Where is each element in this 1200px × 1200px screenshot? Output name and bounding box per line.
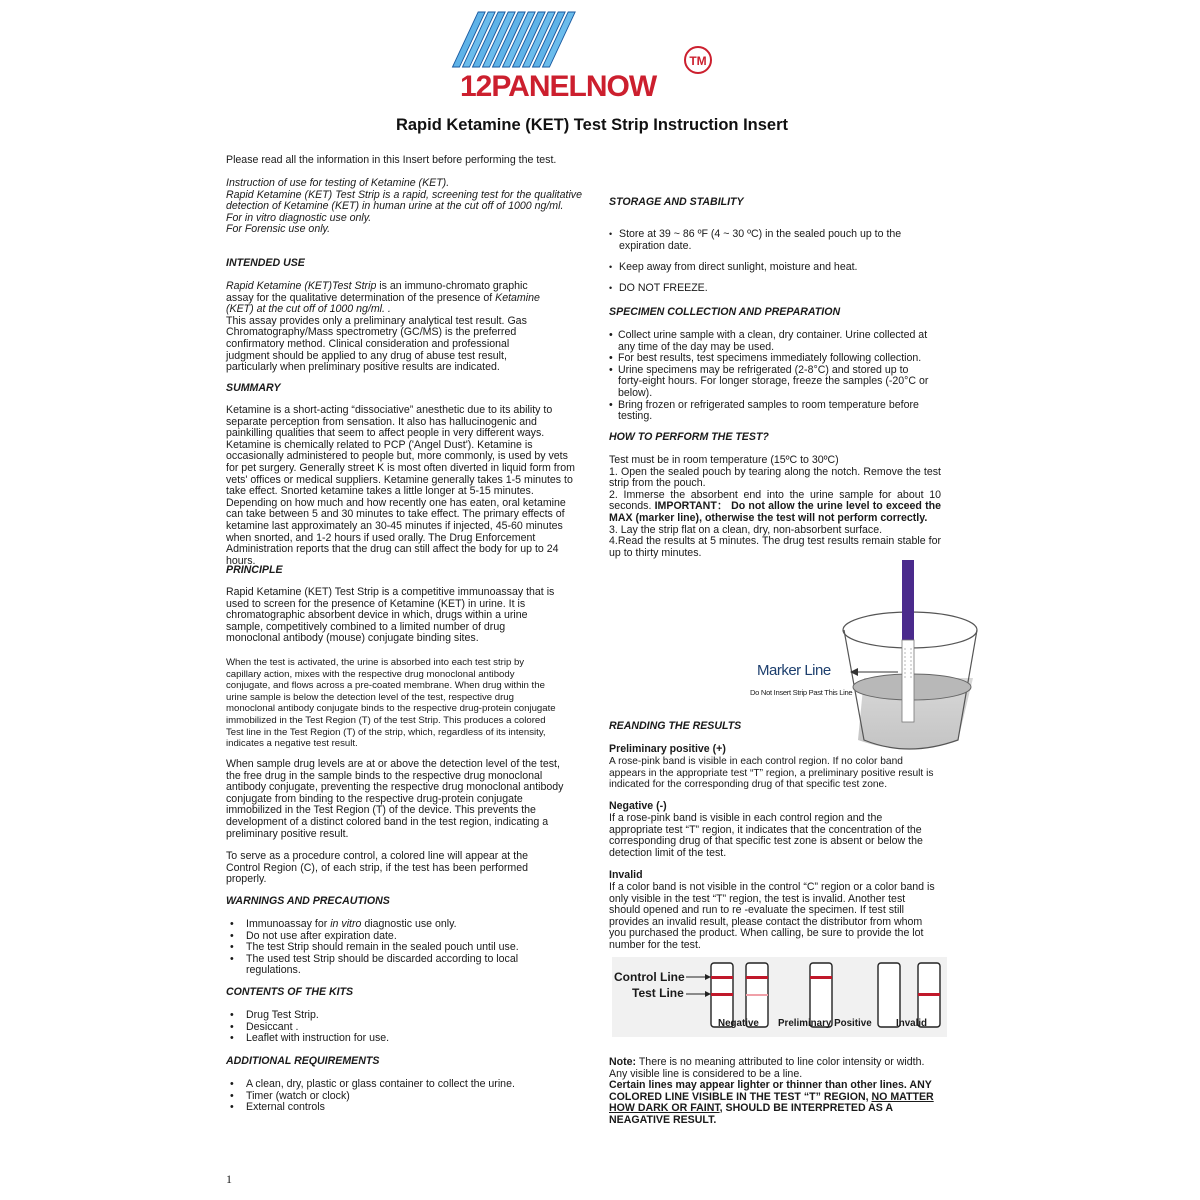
note-warning-end: , SHOULD BE INTERPRETED AS A NEAGATIVE RESULT. [609, 1102, 893, 1126]
marker-line-caption: Do Not Insert Strip Past This Line [750, 688, 853, 697]
list-item: • Urine specimens may be refrigerated (2-8°C) and stored up to forty-eight hours. For longer storage, freeze the samples (-20°C or below). [609, 365, 934, 400]
storage-item [609, 283, 941, 295]
note-label: Note: [609, 1056, 637, 1068]
howto-body [609, 455, 941, 559]
invalid-heading: Invalid [609, 869, 643, 881]
summary-heading: SUMMARY [226, 382, 281, 394]
list-item: • For best results, test specimens immediately following collection. [609, 353, 934, 365]
list-item: • The test Strip should remain in the sealed pouch until use. [226, 942, 526, 954]
howto-step-4: 4.Read the results at 5 minutes. The drug test results remain stable for up to thirty minutes. [609, 535, 941, 559]
intended-use-text: is an immuno-chromato graphic assay for the qualitative determination of the presence of [226, 280, 528, 304]
positive-heading: Preliminary positive (+) [609, 743, 726, 755]
negative-heading: Negative (-) [609, 800, 667, 812]
howto-temp: Test must be in room temperature (15ºC to 30ºC) [609, 454, 839, 466]
warning-text-end: diagnostic use only. [361, 918, 457, 930]
howto-step-3: 3. Lay the strip flat on a clean, dry, non-absorbent surface. [609, 523, 883, 536]
positive-label: Preliminary Positive [778, 1018, 872, 1029]
brand-logo [440, 8, 740, 108]
contents-list [226, 1010, 582, 1045]
instruction-line: For Forensic use only. [226, 223, 331, 236]
negative-label: Negative [718, 1018, 759, 1029]
test-line-label: Test Line [632, 986, 684, 1000]
list-item: • Bring frozen or refrigerated samples to room temperature before testing. [609, 400, 934, 423]
storage-item [609, 229, 919, 252]
note-warning [609, 1080, 939, 1126]
note-block [609, 1057, 939, 1127]
invalid-text: If a color band is not visible in the control “C” region or a color band is only visible in the test “T” region, the test is invalid. Another test should opened and run to re -evaluate the specimen. If test still provides an invalid result, please contact the distributor from whom you purchased the product. When calling, be sure to provide the lot number for the test. [609, 881, 935, 951]
howto-step-1: 1. Open the sealed pouch by tearing along the notch. Remove the test strip from the pouch. [609, 465, 941, 490]
instruction-line: Instruction of use for testing of Ketamine (KET). [226, 177, 450, 189]
positive-text: A rose-pink band is visible in each control region. If no color band appears in the appropriate test “T” region, a preliminary positive result is indicated for the corresponding drug of that specific test zone. [609, 756, 934, 791]
warning-italic: in vitro [330, 918, 362, 930]
intended-use-product: Rapid Ketamine (KET)Test Strip [226, 280, 377, 292]
howto-heading: HOW TO PERFORM THE TEST? [609, 431, 769, 443]
instruction-line: Rapid Ketamine (KET) Test Strip is a rapid, screening test for the qualitative detection of Ketamine (KET) in human urine at the cut off of 1000 ng/ml. [226, 188, 582, 213]
results-diagram [612, 957, 947, 1037]
principle-paragraph-1: Rapid Ketamine (KET) Test Strip is a competitive immunoassay that is used to screen for the presence of Ketamine (KET) in urine. It is chromatographic absorbent device in which, drugs within a urine sample, competitively combined to a limited number of drug monoclonal antibody (mouse) conjugate binding sites. [226, 586, 555, 645]
instructions-block [226, 178, 582, 236]
test-strip-icon [902, 560, 914, 722]
storage-line: • Store at 39 ~ 86 ºF (4 ~ 30 ºC) in the sealed pouch up to the expiration date. [609, 229, 919, 252]
intended-use-paragraph-2: This assay provides only a preliminary analytical test result. Gas Chromatography/Mass spectrometry (GC/MS) is the preferred confirmatory method. Clinical consideration and professional judgment should be applied to any drug of abuse test result, particularly when preliminary positive results are indicated. [226, 314, 527, 374]
intended-use-analyte: Ketamine (KET) at the cut off of 1000 ng/ml. . [226, 291, 540, 316]
principle-paragraph-4: To serve as a procedure control, a colored line will appear at the Control Region (C), of each strip, if the test has been performed properly. [226, 850, 528, 886]
howto-step-2 [609, 490, 941, 525]
marker-line-label: Marker Line [757, 662, 831, 679]
note-paragraph [609, 1057, 939, 1080]
intended-use-heading: INTENDED USE [226, 257, 305, 269]
note-warning-underlined: NO MATTER HOW DARK OR FAINT [609, 1090, 934, 1115]
intro-line: Please read all the information in this Insert before performing the test. [226, 154, 557, 166]
warnings-heading: WARNINGS AND PRECAUTIONS [226, 895, 390, 907]
logo-text: 12PANELNOW [460, 70, 657, 103]
warning-text: Immunoassay for [246, 918, 331, 930]
negative-text: If a rose-pink band is visible in each control region and the appropriate test “T” region, it indicates that the concentration of the corresponding drug of that specific test zone is absent or below the detection limit of the test. [609, 812, 923, 859]
list-item: • A clean, dry, plastic or glass container to collect the urine. [226, 1079, 582, 1091]
storage-item [609, 262, 941, 274]
intended-use-body [226, 281, 546, 374]
list-item: • External controls [226, 1102, 582, 1114]
list-item: • Leaflet with instruction for use. [226, 1033, 582, 1045]
reading-heading: REANDING THE RESULTS [609, 720, 742, 732]
list-item: • Timer (watch or clock) [226, 1091, 582, 1103]
howto-step-2-important: IMPORTANT： Do not allow the urine level to exceed the MAX (marker line), otherwise the test will not perform correctly. [609, 500, 941, 524]
contents-heading: CONTENTS OF THE KITS [226, 986, 354, 998]
principle-paragraph-3: When sample drug levels are at or above the detection level of the test, the free drug in the sample binds to the respective drug monoclonal antibody conjugate, preventing the respective drug monoclonal antibody conjugate from binding to the respective drug-protein conjugate immobilized in the Test Region (T) of the device. This prevents the development of a distinct colored band in the test region, indicating a preliminary positive result. [226, 758, 564, 840]
trademark-badge [685, 47, 711, 73]
control-line-label: Control Line [614, 970, 685, 984]
note-warning-text: Certain lines may appear lighter or thinner than other lines. ANY COLORED LINE VISIBLE IN THE TEST “T” REGION, [609, 1079, 932, 1103]
instruction-line: For in vitro diagnostic use only. [226, 211, 372, 224]
list-item: • Drug Test Strip. [226, 1010, 582, 1022]
storage-line: • Keep away from direct sunlight, moisture and heat. [609, 262, 941, 274]
principle-paragraph-2: When the test is activated, the urine is absorbed into each test strip by capillary action, mixes with the respective drug monoclonal antibody conjugate, and flows across a pre-coated membrane. When drug within the urine sample is below the detection level of the test, respective drug monoclonal antibody conjugate binds to the respective drug-protein conjugate immobilized in the Test Region (T) of the test Strip. This produces a colored Test line in the Test Region (T) of the strip, which, regardless of its intensity, indicates a negative test result. [226, 657, 556, 750]
page-title: Rapid Ketamine (KET) Test Strip Instruction Insert [395, 116, 789, 134]
arrow-right-icon [686, 991, 711, 997]
specimen-list [609, 330, 934, 423]
principle-heading: PRINCIPLE [226, 564, 283, 576]
storage-heading: STORAGE AND STABILITY [609, 196, 744, 208]
list-item: • Do not use after expiration date. [226, 931, 526, 943]
additional-list [226, 1079, 582, 1114]
invalid-label: Invalid [896, 1018, 928, 1029]
intended-use-paragraph [226, 281, 546, 316]
intro-text [226, 155, 582, 167]
list-item: • The used test Strip should be discarded according to local regulations. [226, 954, 526, 977]
list-item: • Desiccant . [226, 1022, 582, 1034]
note-text: There is no meaning attributed to line color intensity or width. Any visible line is considered to be a line. [609, 1056, 925, 1080]
page-number: 1 [226, 1172, 232, 1186]
list-item: • Collect urine sample with a clean, dry container. Urine collected at any time of the day may be used. [609, 330, 934, 353]
warnings-list [226, 919, 526, 977]
test-strips-graphic [452, 12, 575, 67]
arrow-right-icon [686, 974, 711, 980]
list-item [226, 919, 526, 931]
specimen-heading: SPECIMEN COLLECTION AND PREPARATION [609, 306, 841, 318]
summary-body: Ketamine is a short-acting “dissociative” anesthetic due to its ability to separate perception from sensation. It also has hallucinogenic and painkilling qualities that seem to affect people in very different ways. Ketamine is chemically related to PCP ('Angel Dust'). Ketamine is occasionally administered to people but, more commonly, is used by vets for pet surgery. Generally street K is most often diverted in liquid form from vets' offices or medical suppliers. Ketamine generally takes 1-5 minutes to take effect. Snorted ketamine takes a little longer at 5-15 minutes. Depending on how much and how recently one has eaten, oral ketamine can take between 5 and 30 minutes to take effect. The primary effects of ketamine last approximately an 30-45 minutes if injected, 45-60 minutes when snorted, and 1-2 hours if used orally. The Drug Enforcement Administration reports that the drug can still affect the body for up to 24 hours. [226, 404, 575, 567]
trademark-text: TM [689, 54, 707, 68]
storage-line: • DO NOT FREEZE. [609, 283, 941, 295]
additional-heading: ADDITIONAL REQUIREMENTS [226, 1055, 380, 1067]
howto-step-2-text: 2. Immerse the absorbent end into the urine sample for about 10 seconds. [609, 488, 941, 513]
